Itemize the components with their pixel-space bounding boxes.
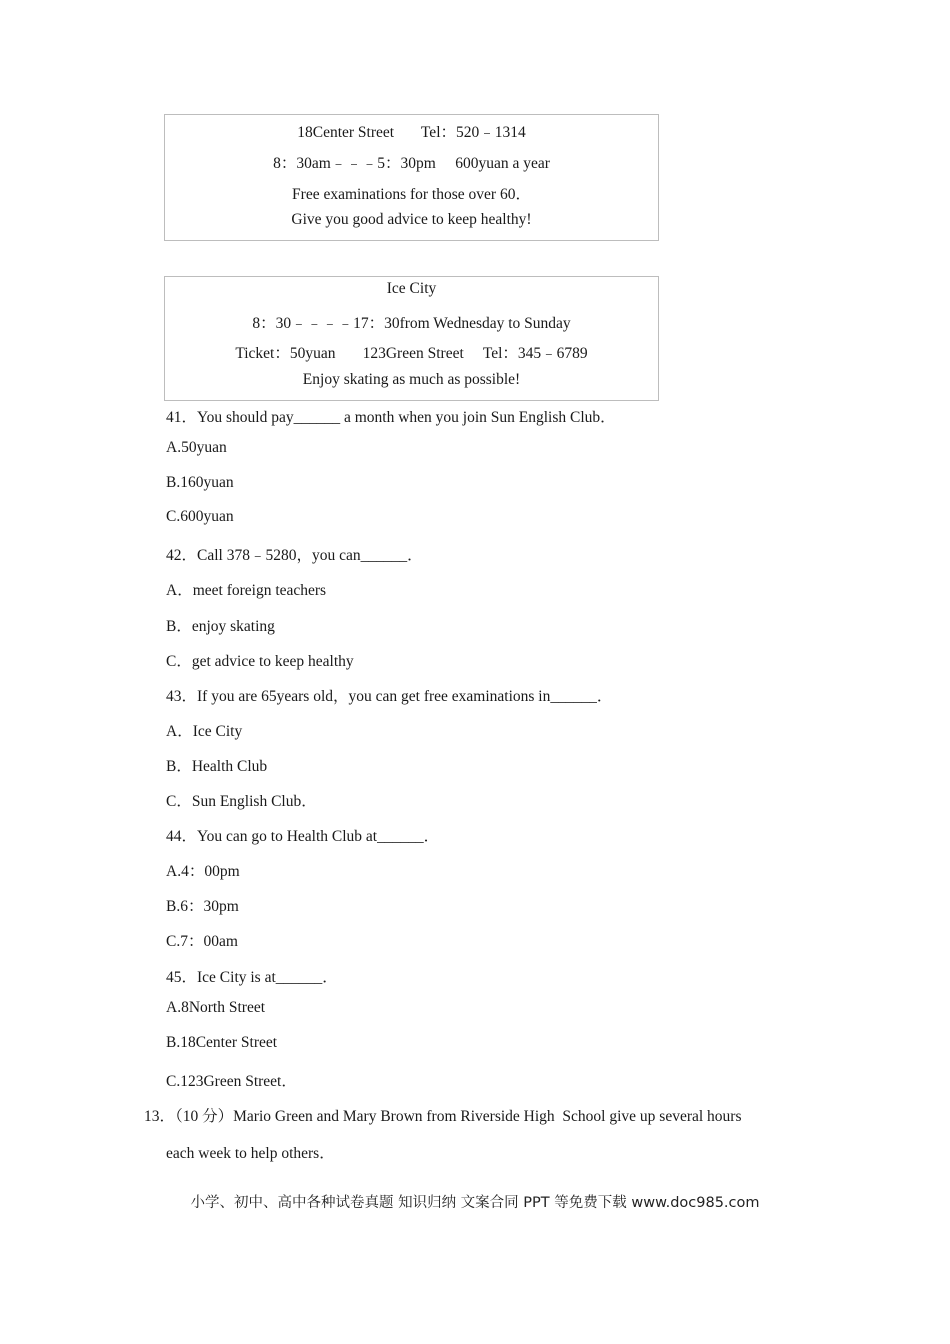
option-b: B.6：30pm	[166, 898, 239, 915]
option-a: A.4：00pm	[166, 863, 240, 880]
question-stem: 41．You should pay______ a month when you join Sun English Club．	[166, 409, 616, 426]
option-a: A．Ice City	[166, 723, 243, 740]
page-footer: 小学、初中、高中各种试卷真题 知识归纳 文案合同 PPT 等免费下载 www.doc985.com	[190, 1195, 760, 1211]
question-stem: 42．Call 378﹣5280，you can______．	[166, 547, 423, 564]
question-stem: 45．Ice City is at______．	[166, 969, 338, 986]
option-b: B．enjoy skating	[166, 618, 275, 635]
section-13-line-2: each week to help others．	[166, 1145, 335, 1162]
option-a: A.8North Street	[166, 999, 266, 1016]
option-b: B．Health Club	[166, 758, 268, 775]
option-c: C.600yuan	[166, 508, 234, 525]
health-ad-line-slogan: Give you good advice to keep healthy!	[291, 211, 532, 228]
option-c: C．Sun English Club．	[166, 793, 317, 810]
option-b: B.160yuan	[166, 474, 234, 491]
option-b: B.18Center Street	[166, 1034, 278, 1051]
option-c: C．get advice to keep healthy	[166, 653, 354, 670]
health-club-ad-box	[164, 114, 659, 241]
option-c: C.123Green Street．	[166, 1073, 297, 1090]
health-ad-line-hours: 8：30am﹣﹣﹣5：30pm 600yuan a year	[273, 155, 550, 172]
ice-ad-line-slogan: Enjoy skating as much as possible!	[302, 371, 521, 388]
section-13-line-1: 13．（10 分）Mario Green and Mary Brown from Riverside High School give up several hours	[144, 1108, 742, 1125]
question-stem: 43．If you are 65years old，you can get free examinations in______．	[166, 688, 613, 705]
question-stem: 44．You can go to Health Club at______．	[166, 828, 440, 845]
option-a: A．meet foreign teachers	[166, 582, 327, 599]
ice-city-ad-box	[164, 276, 659, 401]
ice-ad-title: Ice City	[386, 280, 437, 297]
ice-ad-line-ticket: Ticket：50yuan 123Green Street Tel：345﹣6789	[235, 345, 588, 362]
ice-ad-line-hours: 8：30﹣﹣﹣﹣17：30from Wednesday to Sunday	[252, 315, 571, 332]
health-ad-line-address: 18Center Street Tel：520﹣1314	[297, 124, 526, 141]
health-ad-line-offer: Free examinations for those over 60．	[292, 186, 531, 203]
option-a: A.50yuan	[166, 439, 227, 456]
option-c: C.7：00am	[166, 933, 238, 950]
